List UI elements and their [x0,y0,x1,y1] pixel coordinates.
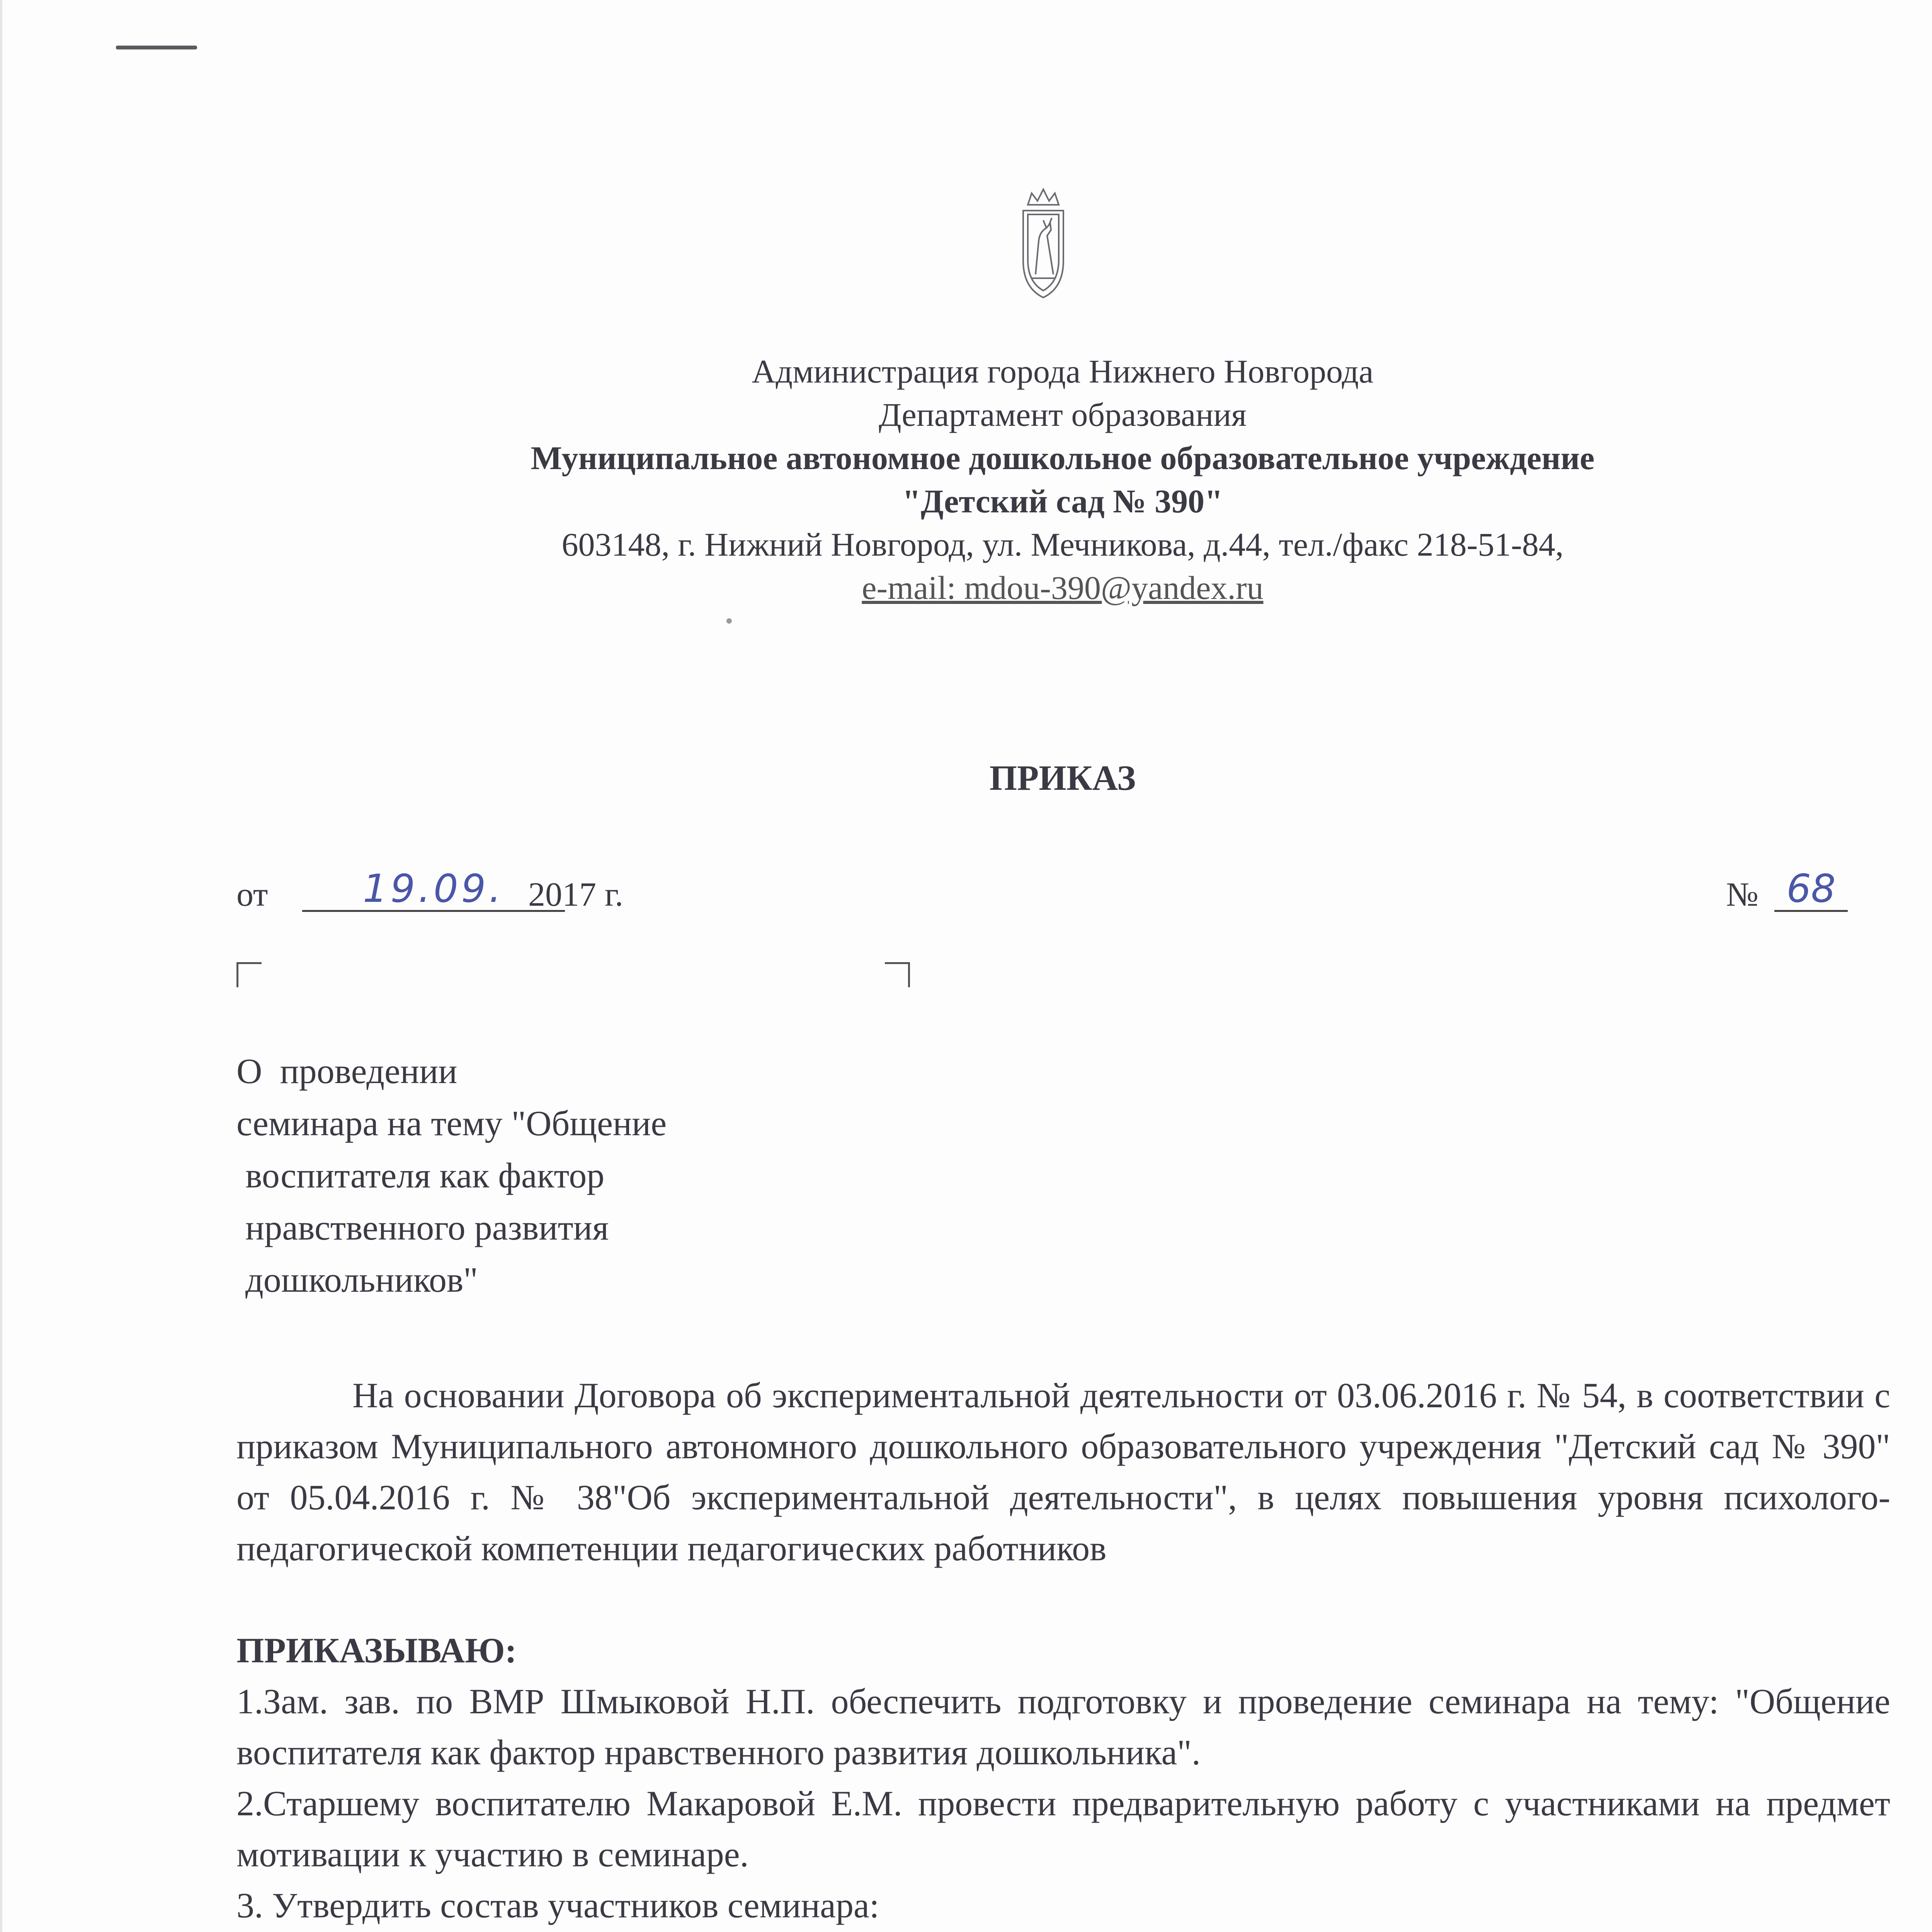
date-prefix: от [236,876,268,913]
header-kindergarten-name: "Детский сад № 390" [902,483,1223,520]
order-heading: ПРИКАЗЫВАЮ: [236,1631,517,1670]
scan-mark [116,46,197,49]
subject-line: воспитателя как фактор [236,1156,605,1195]
subject-line: О проведении [236,1051,457,1091]
subject-line: семинара на тему "Общение [236,1104,667,1143]
handwritten-date: 19.09. [302,867,565,912]
order-item: 1.Зам. зав. по ВМР Шмыковой Н.П. обеспечить подготовку и проведение семинара на тему: "Общение воспитателя как фактор нравственного развития дошкольника". [236,1682,1890,1772]
subject-line: нравственного развития [236,1208,609,1247]
scan-edge [0,0,2,1932]
subject-line: дошкольников" [236,1260,478,1299]
document-title: ПРИКАЗ [989,758,1136,798]
order-subject [236,1045,971,1306]
preamble-paragraph: На основании Договора об экспериментальной деятельности от 03.06.2016 г. № 54, в соответствии с приказом Муниципального автономного дошкольного образовательного учреждения "Детский сад № 390" от 05.04.2016 г. № 38"Об экспериментальной деятельности", в целях повышения уровня психолого-педагогической компетенции педагогических работников [236,1376,1890,1568]
order-body [236,1370,1890,1932]
header-email-link[interactable]: e-mail: mdou-390@yandex.ru [862,569,1264,606]
header-department: Департамент образования [878,396,1247,433]
coat-of-arms-icon [1016,178,1070,305]
order-item: 3. Утвердить состав участников семинара: [236,1886,879,1925]
letterhead [232,350,1893,609]
header-institution: Муниципальное автономное дошкольное образовательное учреждение [531,439,1595,476]
order-item: 2.Старшему воспитателю Макаровой Е.М. провести предварительную работу с участниками на предмет мотивации к участию в семинаре. [236,1784,1890,1874]
header-administration: Администрация города Нижнего Новгорода [752,353,1374,390]
scan-speck [726,618,732,624]
date-number-row [236,867,1890,925]
bracket-right [885,962,910,987]
number-label: № [1726,876,1759,913]
handwritten-number: 68 [1774,867,1848,912]
date-year: 2017 г. [528,876,624,913]
header-address: 603148, г. Нижний Новгород, ул. Мечникова, д.44, тел./факс 218-51-84, [561,526,1564,563]
bracket-left [236,962,262,987]
